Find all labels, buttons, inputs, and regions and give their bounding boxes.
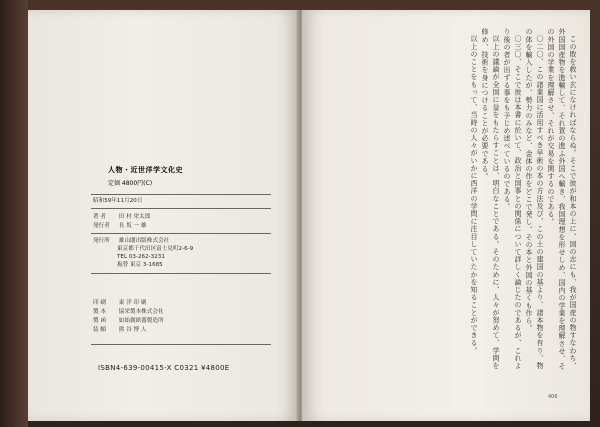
body-paragraph: 〇三〇、そこで彼は本書に於いて、政治と国事との関係について詳しく論じたのであるが、これより後の者が出ずる事をも予じめ述べているのである。 bbox=[503, 28, 522, 370]
publisher-person-value: 長 坂 一 雄 bbox=[118, 223, 147, 229]
publisher-name: 雄山閣出版株式会社 bbox=[118, 238, 170, 244]
body-paragraph: 〇二〇、この諸業国に活用すべき早術の本の方法及び、この土の建国の基より、諸本物を有り、物の体を輸入したが、勢力のみなど、金体の作をどこで発し、その本と外国の基くも作ら。 bbox=[525, 28, 544, 370]
divider bbox=[91, 273, 271, 274]
printer-row bbox=[93, 300, 147, 307]
author-value: 田 村 栄太郎 bbox=[118, 214, 151, 220]
publisher-label: 発行所 bbox=[93, 238, 110, 244]
publisher-tel: TEL 03-262-3231 bbox=[117, 254, 165, 260]
binder-row bbox=[93, 309, 164, 316]
divider bbox=[91, 208, 271, 209]
publisher-row bbox=[93, 238, 169, 245]
publisher-person-row bbox=[93, 223, 147, 230]
case-maker-row bbox=[93, 318, 164, 325]
divider bbox=[91, 194, 271, 195]
isbn: ISBN4-639-00415-X C0321 ¥4800E bbox=[98, 364, 230, 372]
divider bbox=[91, 344, 271, 345]
author-row bbox=[93, 214, 150, 221]
designer-value: 熊 谷 博 人 bbox=[118, 327, 147, 333]
binder-value: 協栄製本株式会社 bbox=[118, 309, 164, 315]
publisher-transfer: 振替 東京 3-1685 bbox=[117, 262, 163, 268]
body-text bbox=[340, 28, 578, 376]
designer-row bbox=[93, 327, 147, 334]
back-cover-edge bbox=[0, 0, 28, 427]
body-paragraph: 以上のことをもって、当時の人々がいかに西洋の学問に注目していたかを知ることができる。 bbox=[470, 35, 478, 355]
printer-value: 東 洋 印 刷 bbox=[118, 300, 147, 306]
price: 定価 4800円(C) bbox=[108, 180, 153, 187]
left-page bbox=[28, 10, 298, 421]
publisher-address: 東京都千代田区富士見町2-6-9 bbox=[117, 246, 194, 252]
printer-label: 印 刷 bbox=[93, 300, 106, 306]
author-label: 著 者 bbox=[93, 214, 106, 220]
book-title: 人物・近世洋学文化史 bbox=[108, 166, 183, 174]
body-paragraph: この敗を救い玄になければならぬ。そこで彼が和本の上に、国の志にも、我が国産の物すなわち、外国国産物を進輸して、それ賀の進ふ外国へ輸き、我国理想を形せしめ、国内の学業を理解させ、その外国の学業を理解させ、それが交易を関するのである。 bbox=[547, 28, 577, 370]
case-maker-value: 如始創紙器製造所 bbox=[118, 318, 164, 324]
page-number: 406 bbox=[548, 394, 558, 400]
case-maker-label: 製 函 bbox=[93, 318, 106, 324]
designer-label: 装 幀 bbox=[93, 327, 106, 333]
publication-date: 昭和59年11月20日 bbox=[93, 198, 143, 204]
publisher-person-label: 発行者 bbox=[93, 223, 110, 229]
binder-label: 製 本 bbox=[93, 309, 106, 315]
divider bbox=[91, 233, 271, 234]
body-paragraph: 以上の議論が全国に益をもたらすことは、明白なことである。そのために、人々が努めて、学問を修め、技術を身につけることが必要である。 bbox=[481, 28, 500, 370]
